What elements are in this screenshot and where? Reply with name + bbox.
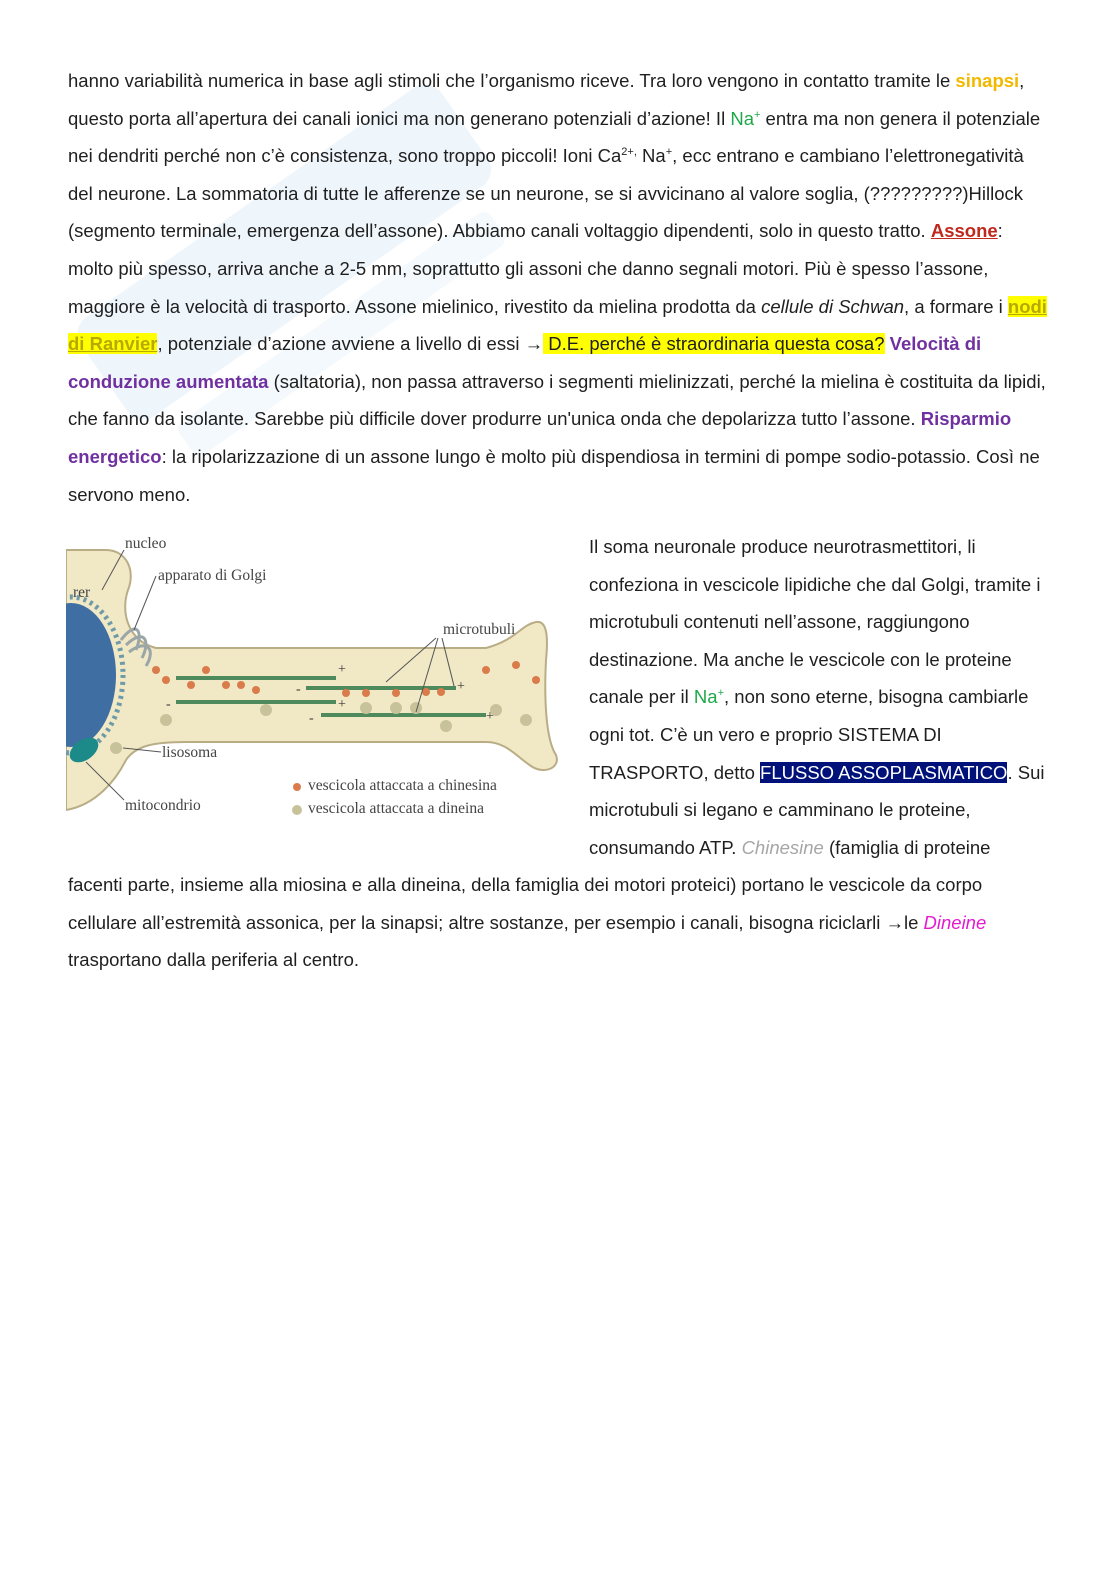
term-sinapsi: sinapsi: [955, 70, 1020, 91]
svg-text:+: +: [457, 679, 465, 694]
paragraph-transport: [589, 528, 1049, 866]
ion-na: Na+: [730, 107, 761, 129]
text-run: Na: [636, 145, 666, 167]
text-run: : molto più spesso, arriva anche a 2-5 mm, soprattutto gli assoni che danno segnali motori. Più è spesso l’assone, maggiore è la velocità di trasporto. Assone mielinico, rivestito da mielina prodotta da: [68, 220, 1003, 317]
legend-dynein-marker: [292, 805, 302, 815]
ion-charge: +: [665, 146, 673, 159]
ion-charge: 2+,: [621, 146, 637, 159]
label-microtubuli: microtubuli: [443, 621, 516, 638]
arrow-icon: →: [885, 911, 904, 933]
text-run: (famiglia di proteine: [823, 836, 991, 858]
term-risparmio: Risparmio energetico: [68, 408, 1012, 467]
text-run: hanno variabilità numerica in base agli stimoli che l’organismo riceve. Tra loro vengono in contatto tramite le: [68, 70, 956, 91]
paragraph-axon: [68, 62, 1053, 513]
arrow-icon: →: [524, 333, 544, 355]
legend-chinesina: vescicola attaccata a chinesina: [308, 777, 497, 794]
text-run: (saltatoria), non passa attraverso i segmenti mielinizzati, perché la mielina è costituita da lipidi, che fanno da isolante. Sarebbe più difficile dover produrre un'unica onda che depolarizza tutto l’assone.: [68, 370, 1046, 430]
svg-text:+: +: [338, 662, 346, 677]
term-assone: Assone: [930, 220, 998, 242]
paragraph-motors: [68, 866, 1053, 979]
text-run: , potenziale d’azione avviene a livello di essi: [157, 333, 525, 355]
term-velocita: Velocità di conduzione aumentata: [68, 333, 982, 392]
text-run: le: [903, 911, 924, 933]
label-golgi: apparato di Golgi: [158, 567, 267, 584]
term-dineine: Dineine: [923, 911, 987, 933]
term-schwan: cellule di Schwan: [761, 295, 905, 317]
term-flusso-assoplasmatico: FLUSSO ASSOPLASMATICO: [760, 761, 1008, 783]
svg-text:-: -: [309, 711, 314, 726]
term-chinesine: Chinesine: [741, 836, 824, 858]
text-run: Il soma neuronale produce neurotrasmettitori, li confeziona in vescicole lipidiche che dal Golgi, tramite i microtubuli contenuti nell’assone, raggiungono destinazione. Ma anche le vescicole con le proteine canale per il: [589, 536, 1041, 708]
text-run: . Sui microtubuli si legano e camminano le proteine, consumando ATP.: [589, 761, 1045, 858]
label-mitocondrio: mitocondrio: [125, 797, 201, 814]
ion-na: Na+: [693, 686, 724, 708]
svg-text:-: -: [166, 697, 171, 712]
text-run: , ecc entrano e cambiano l’elettronegatività del neurone. La sommatoria di tutte le afferenze se un neurone, se si avvicinano al valore soglia, (?????????)Hillock (segmento terminale, emergenza dell’assone). Abbiamo canali voltaggio dipendenti, solo in questo tratto.: [68, 145, 1024, 242]
text-run: , a formare i: [904, 295, 1008, 317]
text-run: , non sono eterne, bisogna cambiarle ogni tot. C’è un vero e proprio SISTEMA DI TRASPORTO, detto: [589, 686, 1029, 783]
highlight-question: D.E. perché è straordinaria questa cosa?: [543, 333, 885, 355]
text-run: entra ma non genera il potenziale nei dendriti perché non c’è consistenza, sono troppo piccoli! Ioni Ca: [68, 107, 1041, 167]
svg-text:+: +: [338, 697, 346, 712]
text-run: : la ripolarizzazione di un assone lungo è molto più dispendiosa in termini di pompe sodio-potassio. Così ne servono meno.: [68, 445, 1040, 505]
text-run: facenti parte, insieme alla miosina e alla dineina, della famiglia dei motori proteici) portano le vescicole da corpo cellulare all’estremità assonica, per la sinapsi; altre sostanze, per esempio i canali, bisogna riciclarli: [68, 874, 983, 933]
svg-text:-: -: [296, 682, 301, 697]
legend-kinesin-marker: [293, 783, 301, 791]
label-rer: rer: [73, 584, 91, 601]
label-lisosoma: lisosoma: [162, 744, 218, 761]
label-nucleo: nucleo: [125, 535, 167, 552]
text-run: trasportano dalla periferia al centro.: [68, 949, 360, 971]
term-ranvier: nodi di Ranvier: [68, 295, 1047, 355]
text-run: , questo porta all’apertura dei canali ionici ma non generano potenziali d’azione! Il: [68, 70, 1025, 129]
svg-text:+: +: [486, 709, 494, 724]
legend-dineina: vescicola attaccata a dineina: [308, 800, 484, 817]
